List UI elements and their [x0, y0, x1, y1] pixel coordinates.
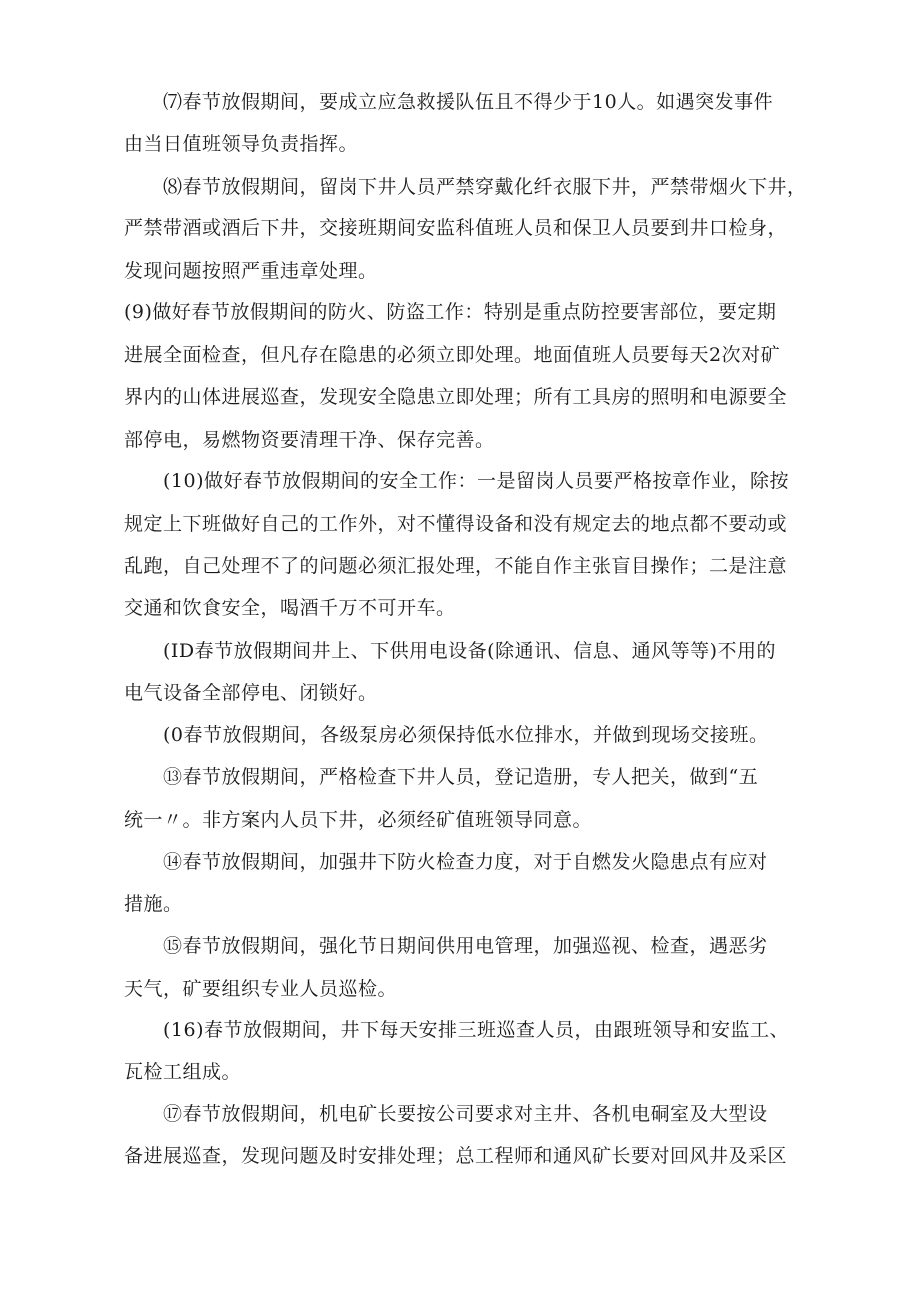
text-line: 发现问题按照严重违章处理。: [124, 260, 378, 282]
text-line: 交通和饮食安全，喝酒千万不可开车。: [124, 597, 456, 619]
text-line: 由当日值班领导负责指挥。: [124, 133, 359, 155]
text-line: ⑬春节放假期间，严格检查下井人员，登记造册，专人把关，做到“五: [163, 766, 759, 788]
text-line: ⑮春节放假期间，强化节日期间供用电管理，加强巡视、检查，遇恶劣: [163, 935, 768, 957]
text-line: 备进展巡查，发现问题及时安排处理；总工程师和通风矿长要对回风井及采区: [124, 1145, 788, 1167]
text-line: 严禁带酒或酒后下井，交接班期间安监科值班人员和保卫人员要到井口检身，: [124, 217, 788, 239]
text-line: 瓦检工组成。: [124, 1061, 242, 1083]
text-line: 天气，矿要组织专业人员巡检。: [124, 978, 398, 1000]
text-line: 界内的山体进展巡查，发现安全隐患立即处理；所有工具房的照明和电源要全: [124, 386, 788, 408]
text-line: 电气设备全部停电、闭锁好。: [124, 682, 378, 704]
text-line: 统一〃。非方案内人员下井，必须经矿值班领导同意。: [124, 809, 593, 831]
text-line: (9)做好春节放假期间的防火、防盗工作：特别是重点防控要害部位，要定期: [124, 301, 777, 323]
text-line: ⑻春节放假期间，留岗下井人员严禁穿戴化纤衣服下井，严禁带烟火下井，: [163, 176, 807, 198]
text-line: 乱跑，自己处理不了的问题必须汇报处理，不能自作主张盲目操作；二是注意: [124, 555, 788, 577]
text-line: ⑭春节放假期间，加强井下防火检查力度，对于自燃发火隐患点有应对: [163, 851, 768, 873]
text-line: (0春节放假期间，各级泵房必须保持低水位排水，并做到现场交接班。: [163, 724, 769, 746]
text-line: ⑰春节放假期间，机电矿长要按公司要求对主井、各机电硐室及大型设: [163, 1103, 768, 1125]
text-line: 部停电，易燃物资要清理干净、保存完善。: [124, 429, 495, 451]
text-line: (16)春节放假期间，井下每天安排三班巡查人员，由跟班领导和安监工、: [163, 1019, 790, 1041]
text-line: ⑺春节放假期间，要成立应急救援队伍且不得少于10人。如遇突发事件: [163, 91, 774, 113]
text-line: (ID春节放假期间井上、下供用电设备(除通讯、信息、通风等等)不用的: [163, 640, 776, 662]
text-line: 措施。: [124, 893, 183, 915]
text-line: (10)做好春节放假期间的安全工作：一是留岗人员要严格按章作业，除按: [163, 470, 790, 492]
text-line: 进展全面检查，但凡存在隐患的必须立即处理。地面值班人员要每天2次对矿: [124, 344, 781, 366]
text-line: 规定上下班做好自己的工作外，对不懂得设备和没有规定去的地点都不要动或: [124, 513, 788, 535]
